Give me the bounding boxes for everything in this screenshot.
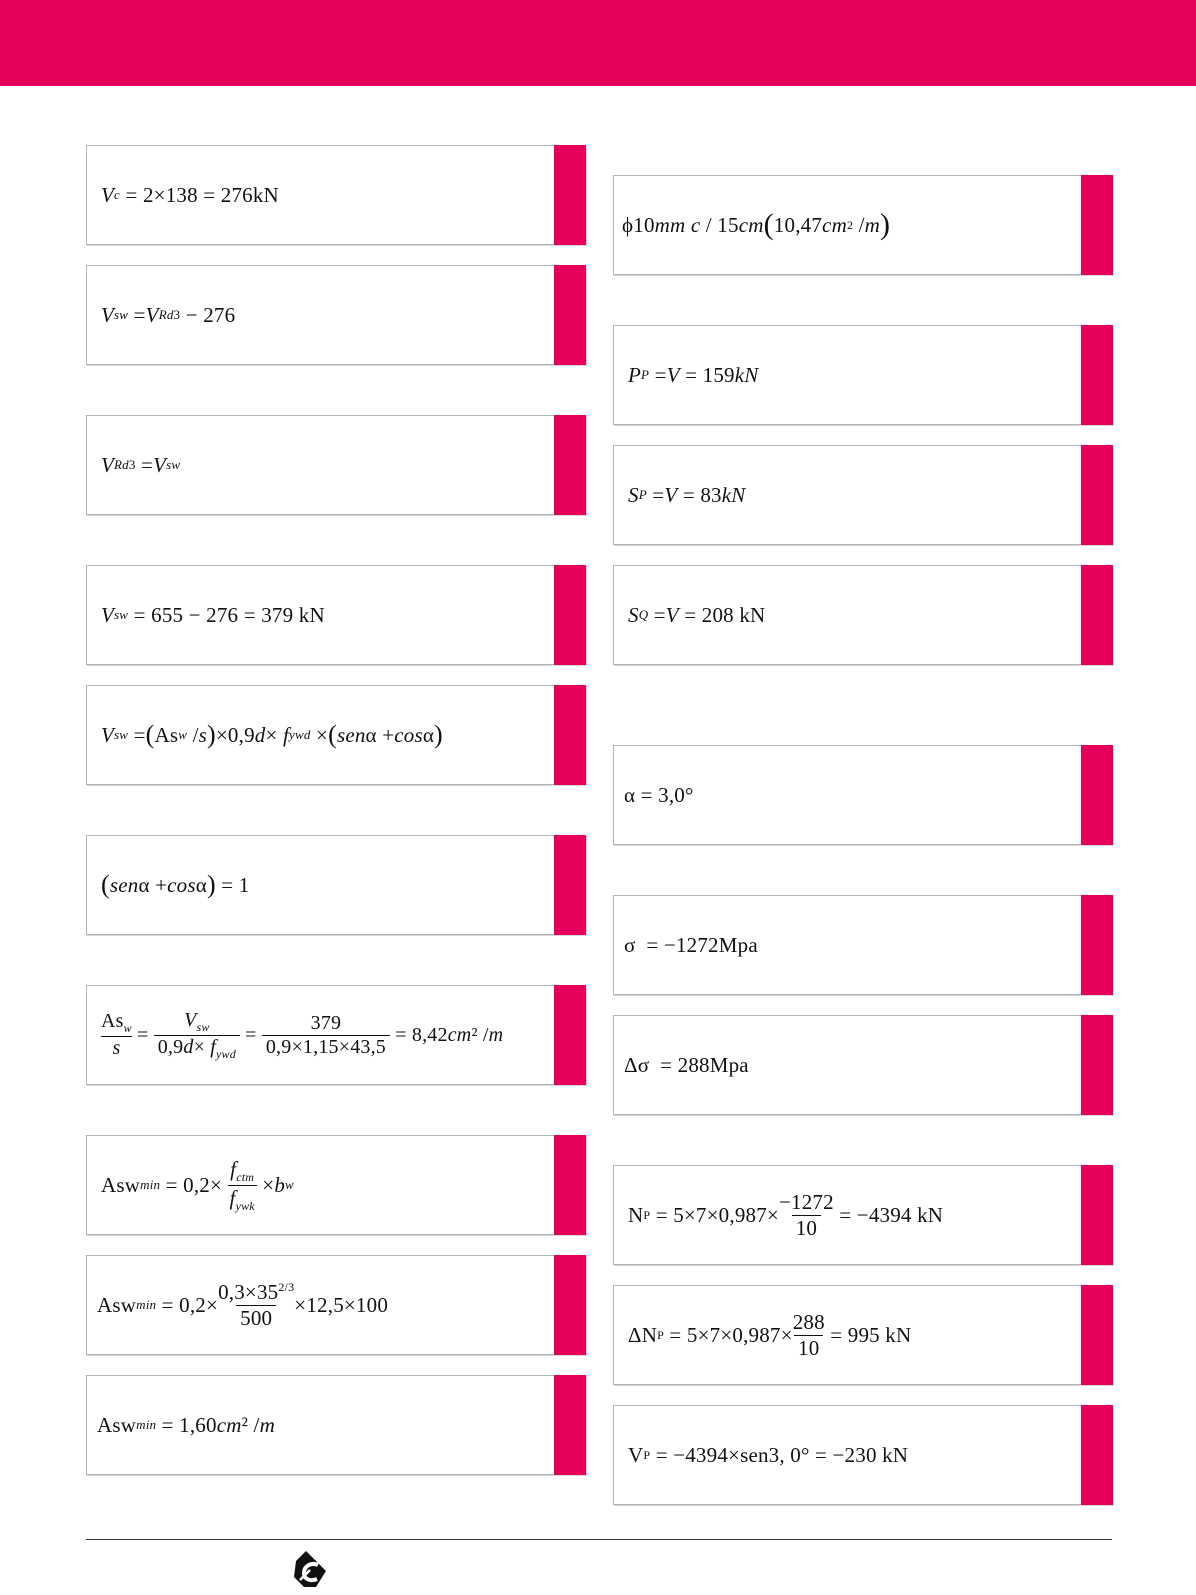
formula-box-alpha: [613, 745, 1113, 845]
formula-alpha: α = 3,0°: [624, 782, 694, 807]
formula-vp: V P = −4394×sen3, 0° = −230 kN: [628, 1442, 909, 1467]
formula-box-sq: [613, 565, 1113, 665]
accent-tab: [554, 1375, 586, 1475]
formula-box-sen-cos: [86, 835, 586, 935]
formula-vsw-formula: V sw = ( As w / s ) ×0,9 d × f ywd × ( sen α + cos α ): [101, 720, 443, 749]
accent-tab: [1081, 565, 1113, 665]
formula-box-sp: [613, 445, 1113, 545]
accent-tab: [1081, 1015, 1113, 1115]
accent-tab: [554, 565, 586, 665]
header-accent-bar: [0, 0, 1196, 86]
formula-box-asw-ratio: [86, 985, 586, 1085]
formula-delta-np: ΔN P = 5×7×0,987× 288 10 = 995 kN: [628, 1310, 912, 1360]
formula-box-vsw-value: [86, 565, 586, 665]
accent-tab: [554, 265, 586, 365]
accent-tab: [554, 1255, 586, 1355]
formula-box-aswmin-result: [86, 1375, 586, 1475]
accent-tab: [1081, 1285, 1113, 1385]
formula-box-delta-np: [613, 1285, 1113, 1385]
formula-box-vrd3: [86, 415, 586, 515]
formula-box-sigma: [613, 895, 1113, 995]
accent-tab: [1081, 445, 1113, 545]
formula-sp: S P = V = 83 kN: [628, 482, 746, 507]
accent-tab: [554, 685, 586, 785]
formula-box-aswmin-def: [86, 1135, 586, 1235]
formula-asw-ratio: $As_w$ s = $V_{sw}$ $0,9d\times f_{ywd}$ = 379 0,9×1,15×43,5 = 8,42 cm ² / m: [101, 1008, 504, 1061]
accent-tab: [554, 415, 586, 515]
accent-tab: [554, 1135, 586, 1235]
formula-box-vsw-formula: [86, 685, 586, 785]
formula-sen-cos: ( sen α + cos α ) = 1: [101, 870, 250, 899]
accent-tab: [554, 985, 586, 1085]
formula-aswmin-result: Asw min = 1,60 cm ² / m: [97, 1412, 275, 1437]
formula-box-vp: [613, 1405, 1113, 1505]
formula-box-aswmin-calc: [86, 1255, 586, 1355]
formula-delta-sigma: Δσ = 288Mpa: [624, 1052, 749, 1077]
formula-phi: ϕ10 mm c / 15 cm ( 10,47 cm 2 / m ): [622, 208, 891, 241]
formula-vc: V c = 2×138 = 276kN: [101, 182, 279, 207]
formula-box-vsw-def: [86, 265, 586, 365]
formula-pp: P P = V = 159 kN: [628, 362, 759, 387]
formula-sigma: σ = −1272Mpa: [624, 932, 758, 957]
accent-tab: [554, 835, 586, 935]
publisher-logo-icon: [292, 1549, 330, 1589]
footer-rule: [86, 1539, 1112, 1540]
formula-box-pp: [613, 325, 1113, 425]
accent-tab: [1081, 175, 1113, 275]
formula-vsw-def: V sw = V Rd3 − 276: [101, 302, 236, 327]
formula-box-phi: [613, 175, 1113, 275]
formula-aswmin-def: Asw min = 0,2× $f_{ctm}$ $f_{ywk}$ × b w: [101, 1156, 294, 1213]
formula-box-delta-sigma: [613, 1015, 1113, 1115]
accent-tab: [1081, 895, 1113, 995]
accent-tab: [1081, 745, 1113, 845]
accent-tab: [1081, 1405, 1113, 1505]
accent-tab: [554, 145, 586, 245]
formula-box-np: [613, 1165, 1113, 1265]
formula-np: N P = 5×7×0,987× −1272 10 = −4394 kN: [628, 1190, 944, 1240]
formula-aswmin-calc: Asw min = 0,2× $0,3\times 35^{2/3}$ 500 ×12,5×100: [97, 1280, 389, 1330]
formula-sq: S Q = V = 208 kN: [628, 602, 766, 627]
formula-vsw-value: V sw = 655 − 276 = 379 kN: [101, 602, 325, 627]
formula-box-vc: [86, 145, 586, 245]
accent-tab: [1081, 325, 1113, 425]
accent-tab: [1081, 1165, 1113, 1265]
formula-vrd3: V Rd3 = V sw: [101, 452, 181, 477]
